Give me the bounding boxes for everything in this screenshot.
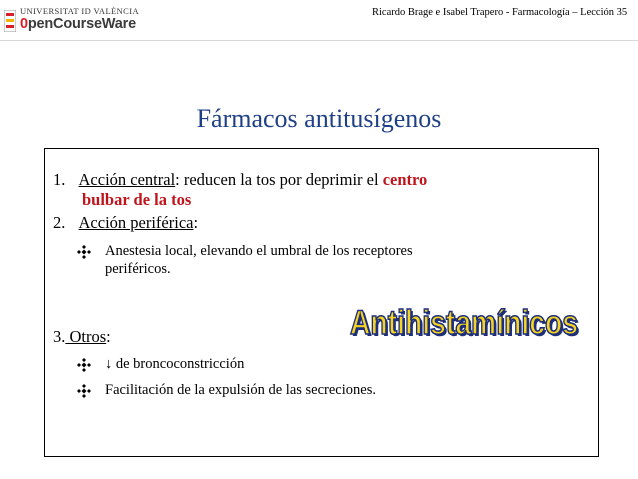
logo-brand-text [20,16,136,32]
logo-brand-zero: 0 [20,16,28,32]
antihistaminicos-wordart [345,296,585,342]
wordart-text: Antihistamínicos [350,304,578,342]
logo-university-text: UNIVERSITAT ID VALÈNCIA [20,6,140,16]
item3-number: 3. [53,327,66,346]
item2-bullet-line2: periféricos. [105,261,171,277]
four-diamond-bullet-icon [77,358,91,372]
item1-text: : reducen la tos por deprimir el [175,170,383,189]
item1-number: 1. [53,170,66,189]
item1-line1 [53,170,427,190]
four-diamond-bullet-icon [77,245,91,259]
ocw-mark-icon [4,10,16,32]
item3-line [53,327,111,347]
slide-title: Fármacos antitusígenos [196,104,442,133]
wordart-shadow: Antihistamínicos [352,306,580,342]
item2-colon: : [193,213,199,232]
header-credit: Ricardo Brage e Isabel Trapero - Farmacología – Lección 35 [372,7,628,18]
item1-highlight-a: centro [382,170,428,189]
four-diamond-bullet-icon [77,384,91,398]
item2-bullet-line1: Anestesia local, elevando el umbral de los receptores [105,243,413,259]
item2-number: 2. [53,213,66,232]
item3-bullet1: ↓ de broncoconstricción [105,356,245,372]
header-divider [0,40,638,41]
item2-term: Acción periférica [78,213,194,232]
item1-term: Acción central [78,170,176,189]
item3-colon: : [106,327,111,346]
item3-bullet2: Facilitación de la expulsión de las secreciones. [105,382,376,398]
item2-line [53,213,198,233]
logo-brand-rest: penCourseWare [27,16,136,32]
item1-highlight-b: bulbar de la tos [82,190,192,209]
opencourseware-logo [4,4,140,38]
item3-term: Otros [65,327,107,346]
